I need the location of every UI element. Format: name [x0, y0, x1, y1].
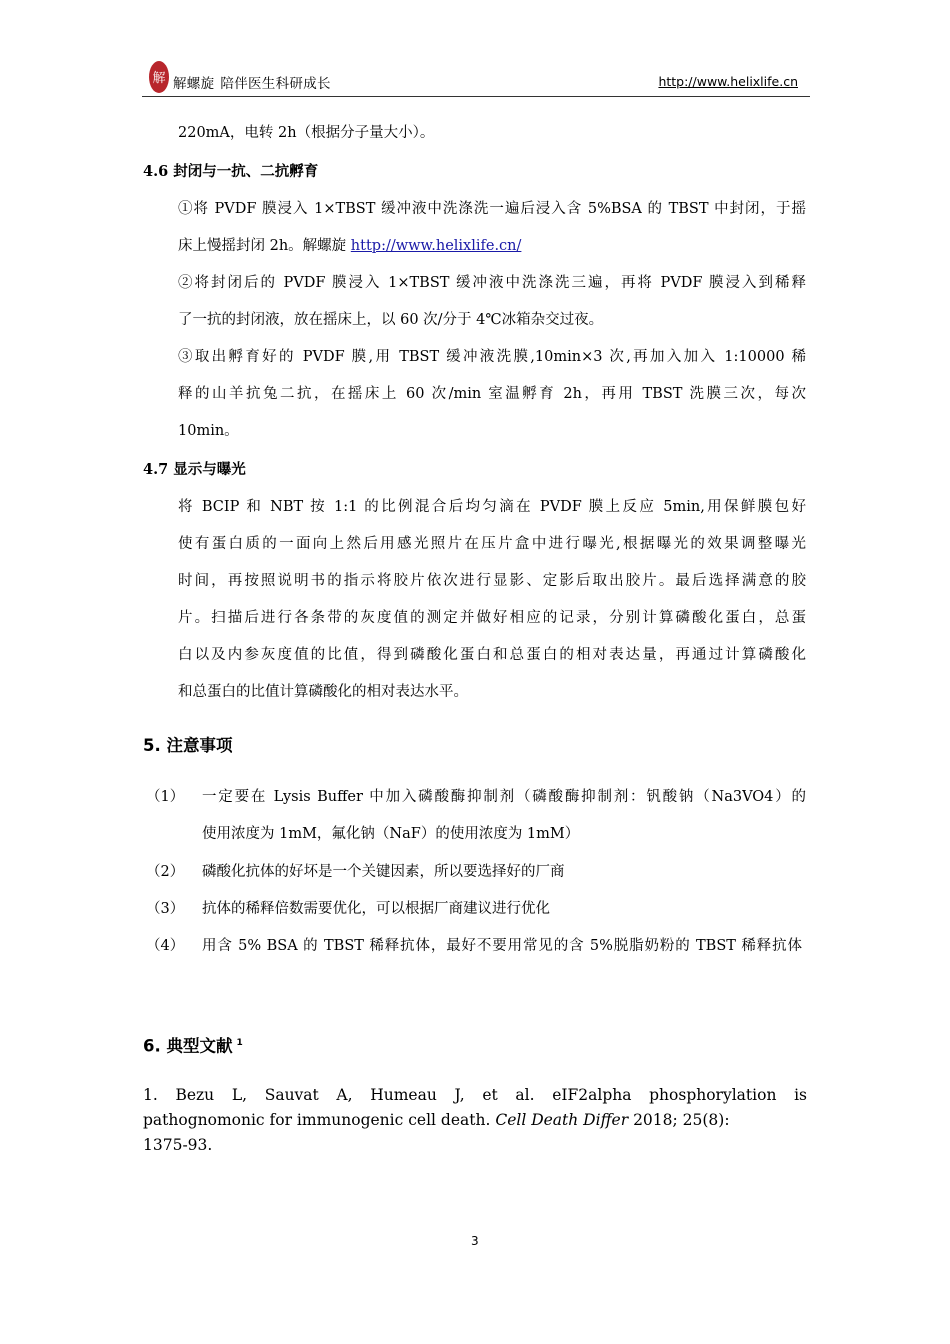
header-divider	[142, 96, 810, 97]
section-5-heading: 5. 注意事项	[143, 736, 233, 755]
s5-item-number: （3）	[146, 901, 185, 917]
section-6-heading-text: 6. 典型文献	[143, 1036, 233, 1056]
s5-item-number: （2）	[146, 864, 185, 880]
reference-line1: 1. Bezu L, Sauvat A, Humeau J, et al. eIF2alpha phosphorylation is	[143, 1086, 807, 1104]
reference-text: pathognomonic for immunogenic cell death.	[143, 1111, 496, 1129]
header-url-link[interactable]: http://www.helixlife.cn	[658, 74, 798, 89]
section-4-7-heading: 4.7 显示与曝光	[143, 461, 246, 478]
reference-line3: 1375-93.	[143, 1136, 213, 1154]
logo-glyph: 解	[152, 71, 166, 86]
header-title	[173, 72, 331, 92]
s46-p3-line2: 释的山羊抗兔二抗，在摇床上 60 次/min 室温孵育 2h，再用 TBST 洗膜三次，每次	[178, 386, 806, 402]
s5-item-text: 一定要在 Lysis Buffer 中加入磷酸酶抑制剂（磷酸酶抑制剂：钒酸钠（Na3VO4）的	[202, 789, 806, 805]
s46-p2-line2: 了一抗的封闭液，放在摇床上，以 60 次/分于 4℃冰箱杂交过夜。	[178, 312, 604, 328]
s46-p3-line1: ③取出孵育好的 PVDF 膜,用 TBST 缓冲液洗膜,10min×3 次,再加入加入 1:10000 稀	[178, 349, 806, 365]
s47-line: 将 BCIP 和 NBT 按 1:1 的比例混合后均匀滴在 PVDF 膜上反应 5min,用保鲜膜包好	[178, 499, 806, 515]
s5-item-text: 磷酸化抗体的好坏是一个关键因素，所以要选择好的厂商	[202, 864, 565, 880]
s5-item-text-cont: 使用浓度为 1mM，氟化钠（NaF）的使用浓度为 1mM）	[202, 826, 580, 842]
section-6-heading	[143, 1033, 243, 1057]
helixlife-link[interactable]: http://www.helixlife.cn/	[350, 238, 522, 254]
s5-item-text: 抗体的稀释倍数需要优化，可以根据厂商建议进行优化	[202, 901, 550, 917]
journal-name: Cell Death Differ	[495, 1111, 629, 1129]
helixlife-logo-icon	[148, 60, 170, 94]
s5-item-number: （1）	[146, 789, 185, 805]
brand-name: 解螺旋	[173, 76, 215, 92]
s46-p1-line1: ①将 PVDF 膜浸入 1×TBST 缓冲液中洗涤洗一遍后浸入含 5%BSA 的 TBST 中封闭，于摇	[178, 201, 806, 217]
s46-p3-line3: 10min。	[178, 423, 239, 439]
s47-line: 时间，再按照说明书的指示将胶片依次进行显影、定影后取出胶片。最后选择满意的胶	[178, 573, 806, 589]
s46-p2-line1: ②将封闭后的 PVDF 膜浸入 1×TBST 缓冲液中洗涤洗三遍，再将 PVDF 膜浸入到稀释	[178, 275, 806, 291]
s5-item-number: （4）	[146, 938, 185, 954]
page-header	[142, 60, 810, 96]
page-number: 3	[471, 1234, 479, 1248]
s5-item-text: 用含 5% BSA 的 TBST 稀释抗体，最好不要用常见的含 5%脱脂奶粉的 TBST 稀释抗体	[202, 938, 802, 954]
intro-line: 220mA，电转 2h（根据分子量大小）。	[178, 125, 435, 141]
s47-line: 片。扫描后进行各条带的灰度值的测定并做好相应的记录，分别计算磷酸化蛋白，总蛋	[178, 610, 806, 626]
footnote-marker: 1	[236, 1038, 243, 1048]
reference-citation: 2018; 25(8):	[628, 1111, 730, 1129]
reference-line2	[143, 1110, 730, 1130]
s47-line: 使有蛋白质的一面向上然后用感光照片在压片盒中进行曝光,根据曝光的效果调整曝光	[178, 536, 806, 552]
s47-line: 和总蛋白的比值计算磷酸化的相对表达水平。	[178, 684, 468, 700]
s46-p1-line2	[178, 236, 521, 256]
brand-slogan: 陪伴医生科研成长	[220, 76, 331, 92]
section-4-6-heading: 4.6 封闭与一抗、二抗孵育	[143, 163, 319, 180]
s46-p1-line2-text: 床上慢摇封闭 2h。解螺旋	[178, 238, 351, 254]
s47-line: 白以及内参灰度值的比值，得到磷酸化蛋白和总蛋白的相对表达量，再通过计算磷酸化	[178, 647, 806, 663]
